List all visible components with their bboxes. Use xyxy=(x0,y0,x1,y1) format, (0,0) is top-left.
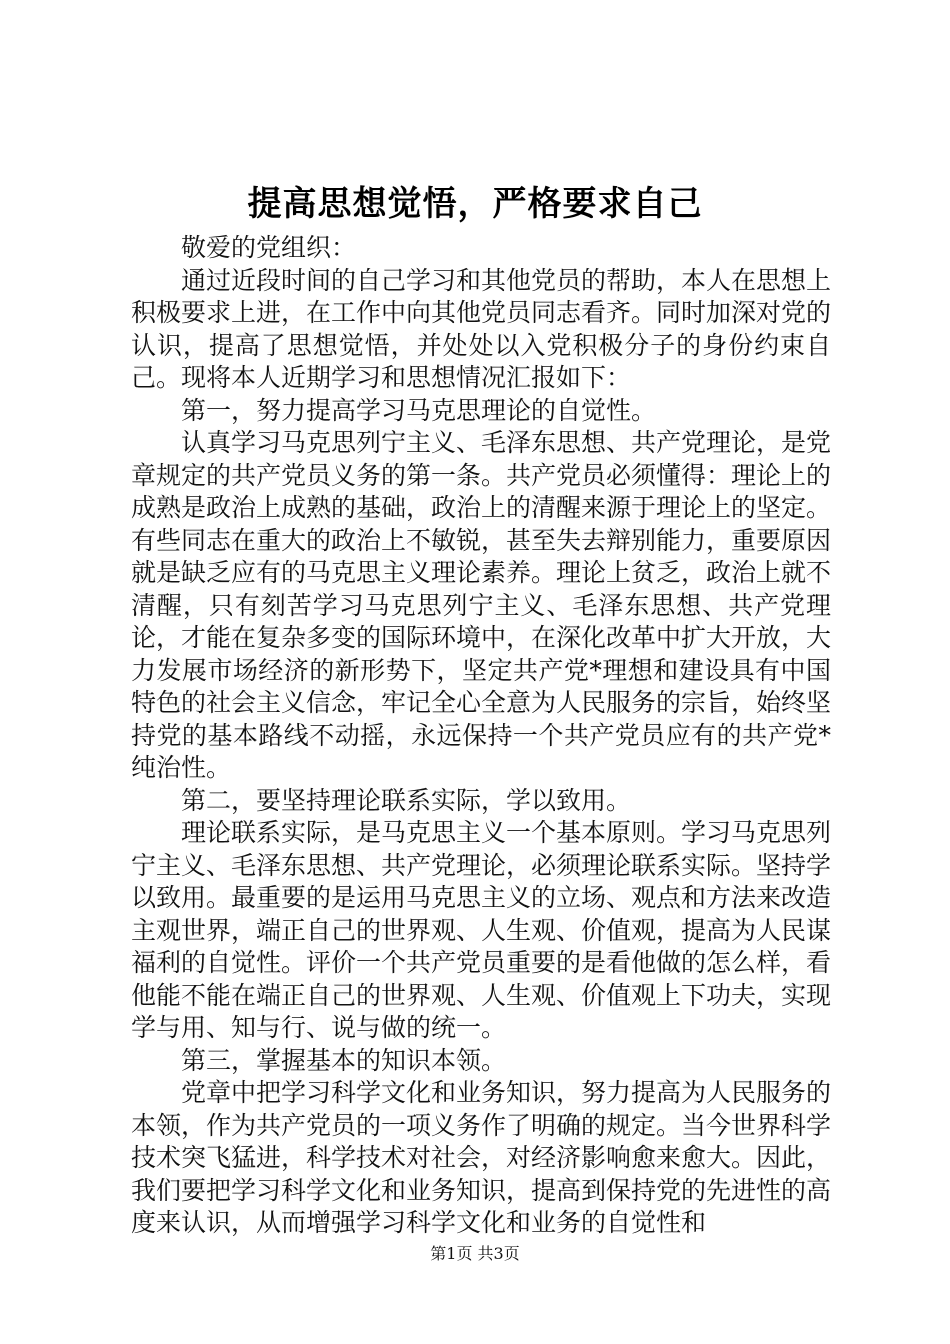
salutation: 敬爱的党组织： xyxy=(181,233,357,262)
paragraph-intro: 通过近段时间的自己学习和其他党员的帮助，本人在思想上积极要求上进，在工作中向其他党员同志看齐。同时加深对党的认识，提高了思想觉悟，并处处以入党积极分子的身份约束自己。现将本人近期学习和思想情况汇报如下： xyxy=(131,265,832,392)
page-number-footer: 第1页 共3页 xyxy=(430,1244,520,1263)
document-title: 提高思想觉悟，严格要求自己 xyxy=(247,184,703,224)
section-heading-1: 第一，努力提高学习马克思理论的自觉性。 xyxy=(181,395,657,425)
section-heading-2: 第二，要坚持理论联系实际，学以致用。 xyxy=(181,785,632,815)
paragraph-section-1: 认真学习马克思列宁主义、毛泽东思想、共产党理论，是党章规定的共产党员义务的第一条。共产党员必须懂得：理论上的成熟是政治上成熟的基础，政治上的清醒来源于理论上的坚定。有些同志在重大的政治上不敏锐，甚至失去辩别能力，重要原因就是缺乏应有的马克思主义理论素养。理论上贫乏，政治上就不清醒，只有刻苦学习马克思列宁主义、毛泽东思想、共产党理论，才能在复杂多变的国际环境中，在深化改革中扩大开放，大力发展市场经济的新形势下，坚定共产党*理想和建设具有中国特色的社会主义信念，牢记全心全意为人民服务的宗旨，始终坚持党的基本路线不动摇，永远保持一个共产党员应有的共产党*纯治性。 xyxy=(131,428,832,782)
section-heading-3: 第三，掌握基本的知识本领。 xyxy=(181,1045,507,1075)
paragraph-section-3: 党章中把学习科学文化和业务知识，努力提高为人民服务的本领，作为共产党员的一项义务作了明确的规定。当今世界科学技术突飞猛进，科学技术对社会，对经济影响愈来愈大。因此，我们要把学习科学文化和业务知识，提高到保持党的先进性的高度来认识，从而增强学习科学文化和业务的自觉性和 xyxy=(131,1078,832,1237)
document-body xyxy=(131,232,831,1240)
paragraph-section-2: 理论联系实际，是马克思主义一个基本原则。学习马克思列宁主义、毛泽东思想、共产党理论，必须理论联系实际。坚持学以致用。最重要的是运用马克思主义的立场、观点和方法来改造主观世界，端正自己的世界观、人生观、价值观，提高为人民谋福利的自觉性。评价一个共产党员重要的是看他做的怎么样，看他能不能在端正自己的世界观、人生观、价值观上下功夫，实现学与用、知与行、说与做的统一。 xyxy=(131,818,832,1042)
